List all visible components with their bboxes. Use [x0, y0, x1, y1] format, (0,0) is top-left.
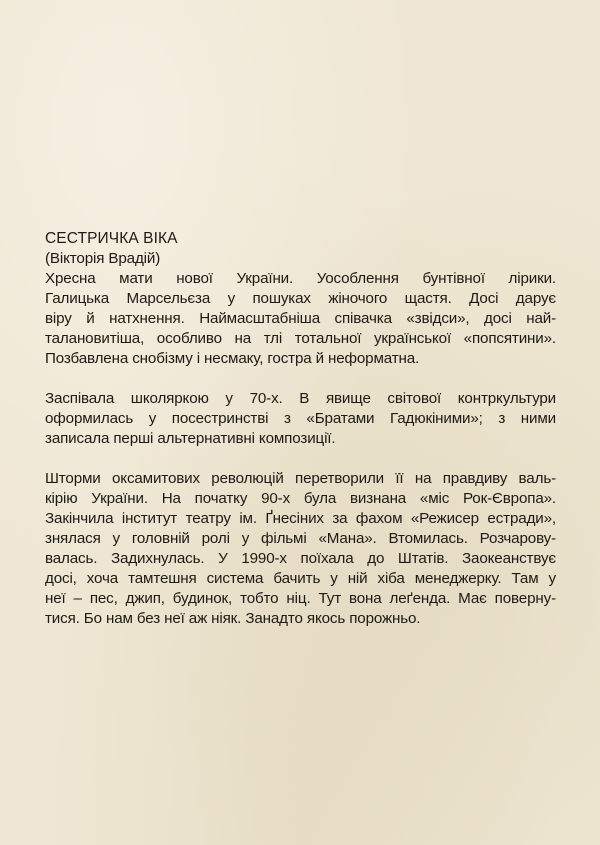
- paragraph-line: валась. Задихнулась. У 1990-х поїхала до Штатів. Заокеанствує: [45, 550, 556, 567]
- paragraph-2: [45, 389, 556, 449]
- paragraph-line: записала перші альтернативні композиції.: [45, 430, 336, 447]
- paragraph-3: [45, 469, 556, 629]
- paragraph-line: Заспівала школяркою у 70-х. В явище світової контркультури: [45, 390, 556, 407]
- paragraph-line: тися. Бо нам без неї аж ніяк. Занадто якось порожньо.: [45, 610, 421, 627]
- paragraph-line: кірію України. На початку 90-х була визнана «міс Рок-Європа».: [45, 490, 556, 507]
- paragraph-line: Хресна мати нової України. Уособлення бунтівної лірики.: [45, 270, 556, 287]
- paragraph-1: [45, 269, 556, 369]
- paragraph-line: талановитіша, особливо на тлі тотальної української «попсятини».: [45, 330, 556, 347]
- paragraph-line: віру й натхнення. Наймасштабніша співачка «звідси», досі най-: [45, 310, 556, 327]
- paragraph-line: Галицька Марсельєза у пошуках жіночого щастя. Досі дарує: [45, 290, 556, 307]
- article-body: [45, 229, 556, 649]
- paragraph-line: Закінчила інститут театру ім. Ґнесіних за фахом «Режисер естради»,: [45, 510, 556, 527]
- paragraph-line: знялася у головній ролі у фільмі «Мана». Втомилась. Розчарову-: [45, 530, 556, 547]
- paragraph-line: неї – пес, джип, будинок, тобто ніц. Тут вона леґенда. Має поверну-: [45, 590, 556, 607]
- paragraph-line: Позбавлена снобізму і несмаку, гостра й неформатна.: [45, 350, 420, 367]
- paragraph-line: досі, хоча тамтешня система бачить у ній хіба менеджерку. Там у: [45, 570, 556, 587]
- article-author: (Вікторія Врадій): [45, 250, 161, 267]
- paragraph-line: оформилась у посестринстві з «Братами Гадюкіними»; з ними: [45, 410, 556, 427]
- article-title: СЕСТРИЧКА ВІКА: [45, 230, 178, 247]
- paragraph-line: Шторми оксамитових революцій перетворили її на правдиву валь-: [45, 470, 556, 487]
